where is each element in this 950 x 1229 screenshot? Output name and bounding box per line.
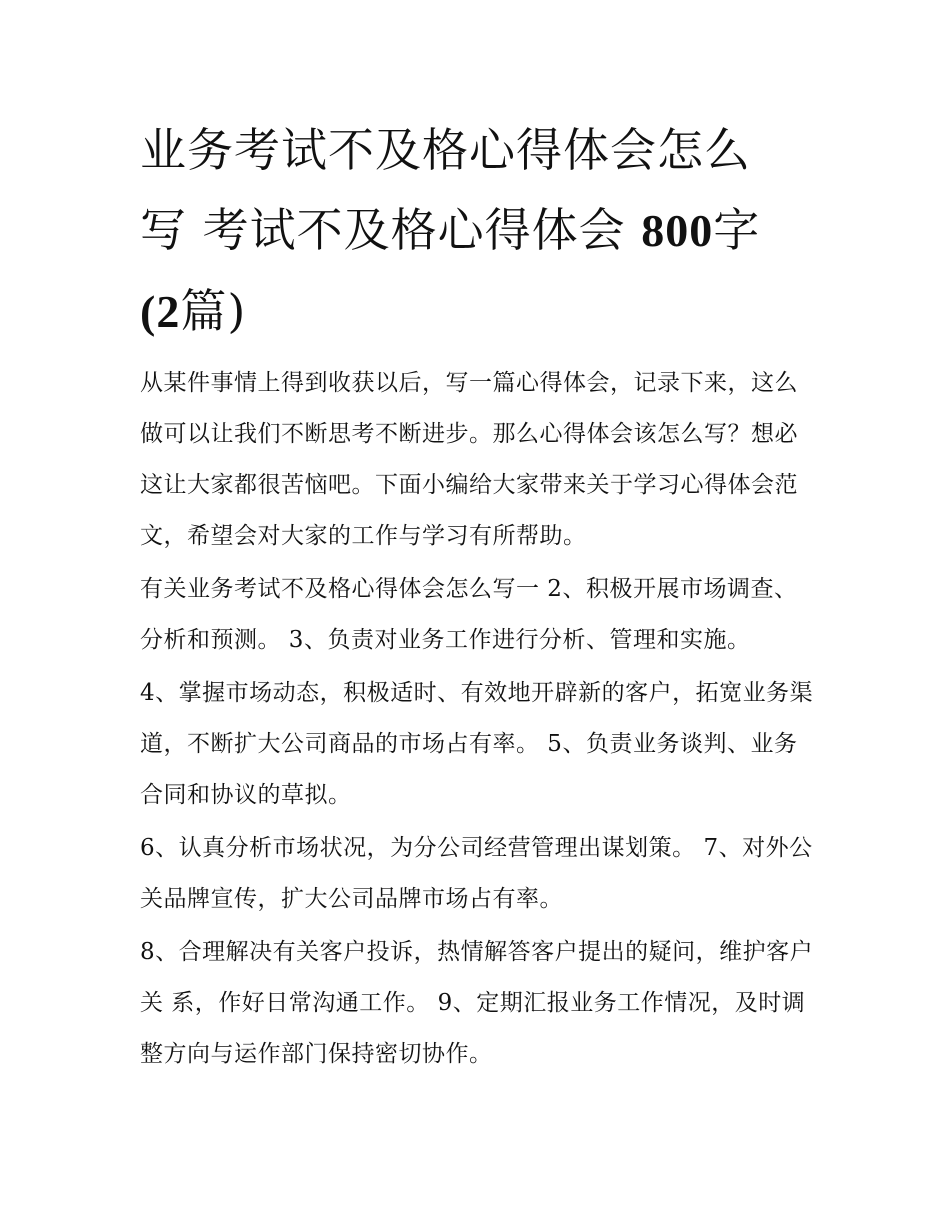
body-paragraph: 6、认真分析市场状况，为分公司经营管理出谋划策。 7、对外公关品牌宣传，扩大公司品牌市场占有率。	[140, 835, 813, 912]
title-count-suffix: 篇)	[180, 284, 247, 338]
title-word-suffix: 字	[713, 203, 761, 257]
document-title	[140, 110, 820, 352]
title-count: (2	[140, 286, 181, 337]
intro-paragraph: 从某件事情上得到收获以后，写一篇心得体会，记录下来，这么做可以让我们不断思考不断进步。那么心得体会该怎么写？想必这让大家都很苦恼吧。下面小编给大家带来关于学习心得体会范文，希望会对大家的工作与学习有所帮助。	[140, 370, 798, 549]
body-paragraph: 有关业务考试不及格心得体会怎么写一 2、积极开展市场调查、分析和预测。 3、负责对业务工作进行分析、管理和实施。	[140, 576, 798, 653]
body-paragraph: 8、合理解决有关客户投诉，热情解答客户提出的疑问，维护客户关 系，作好日常沟通工作。 9、定期汇报业务工作情况，及时调整方向与运作部门保持密切协作。	[140, 939, 814, 1067]
title-line-2: 写 考试不及格心得体会	[140, 203, 626, 257]
document-page	[140, 110, 820, 1082]
title-word-count: 800	[641, 205, 714, 256]
body-paragraph: 4、掌握市场动态，积极适时、有效地开辟新的客户，拓宽业务渠道，不断扩大公司商品的市场占有率。 5、负责业务谈判、业务合同和协议的草拟。	[140, 680, 814, 808]
title-line-1: 业务考试不及格心得体会怎么	[140, 123, 751, 177]
